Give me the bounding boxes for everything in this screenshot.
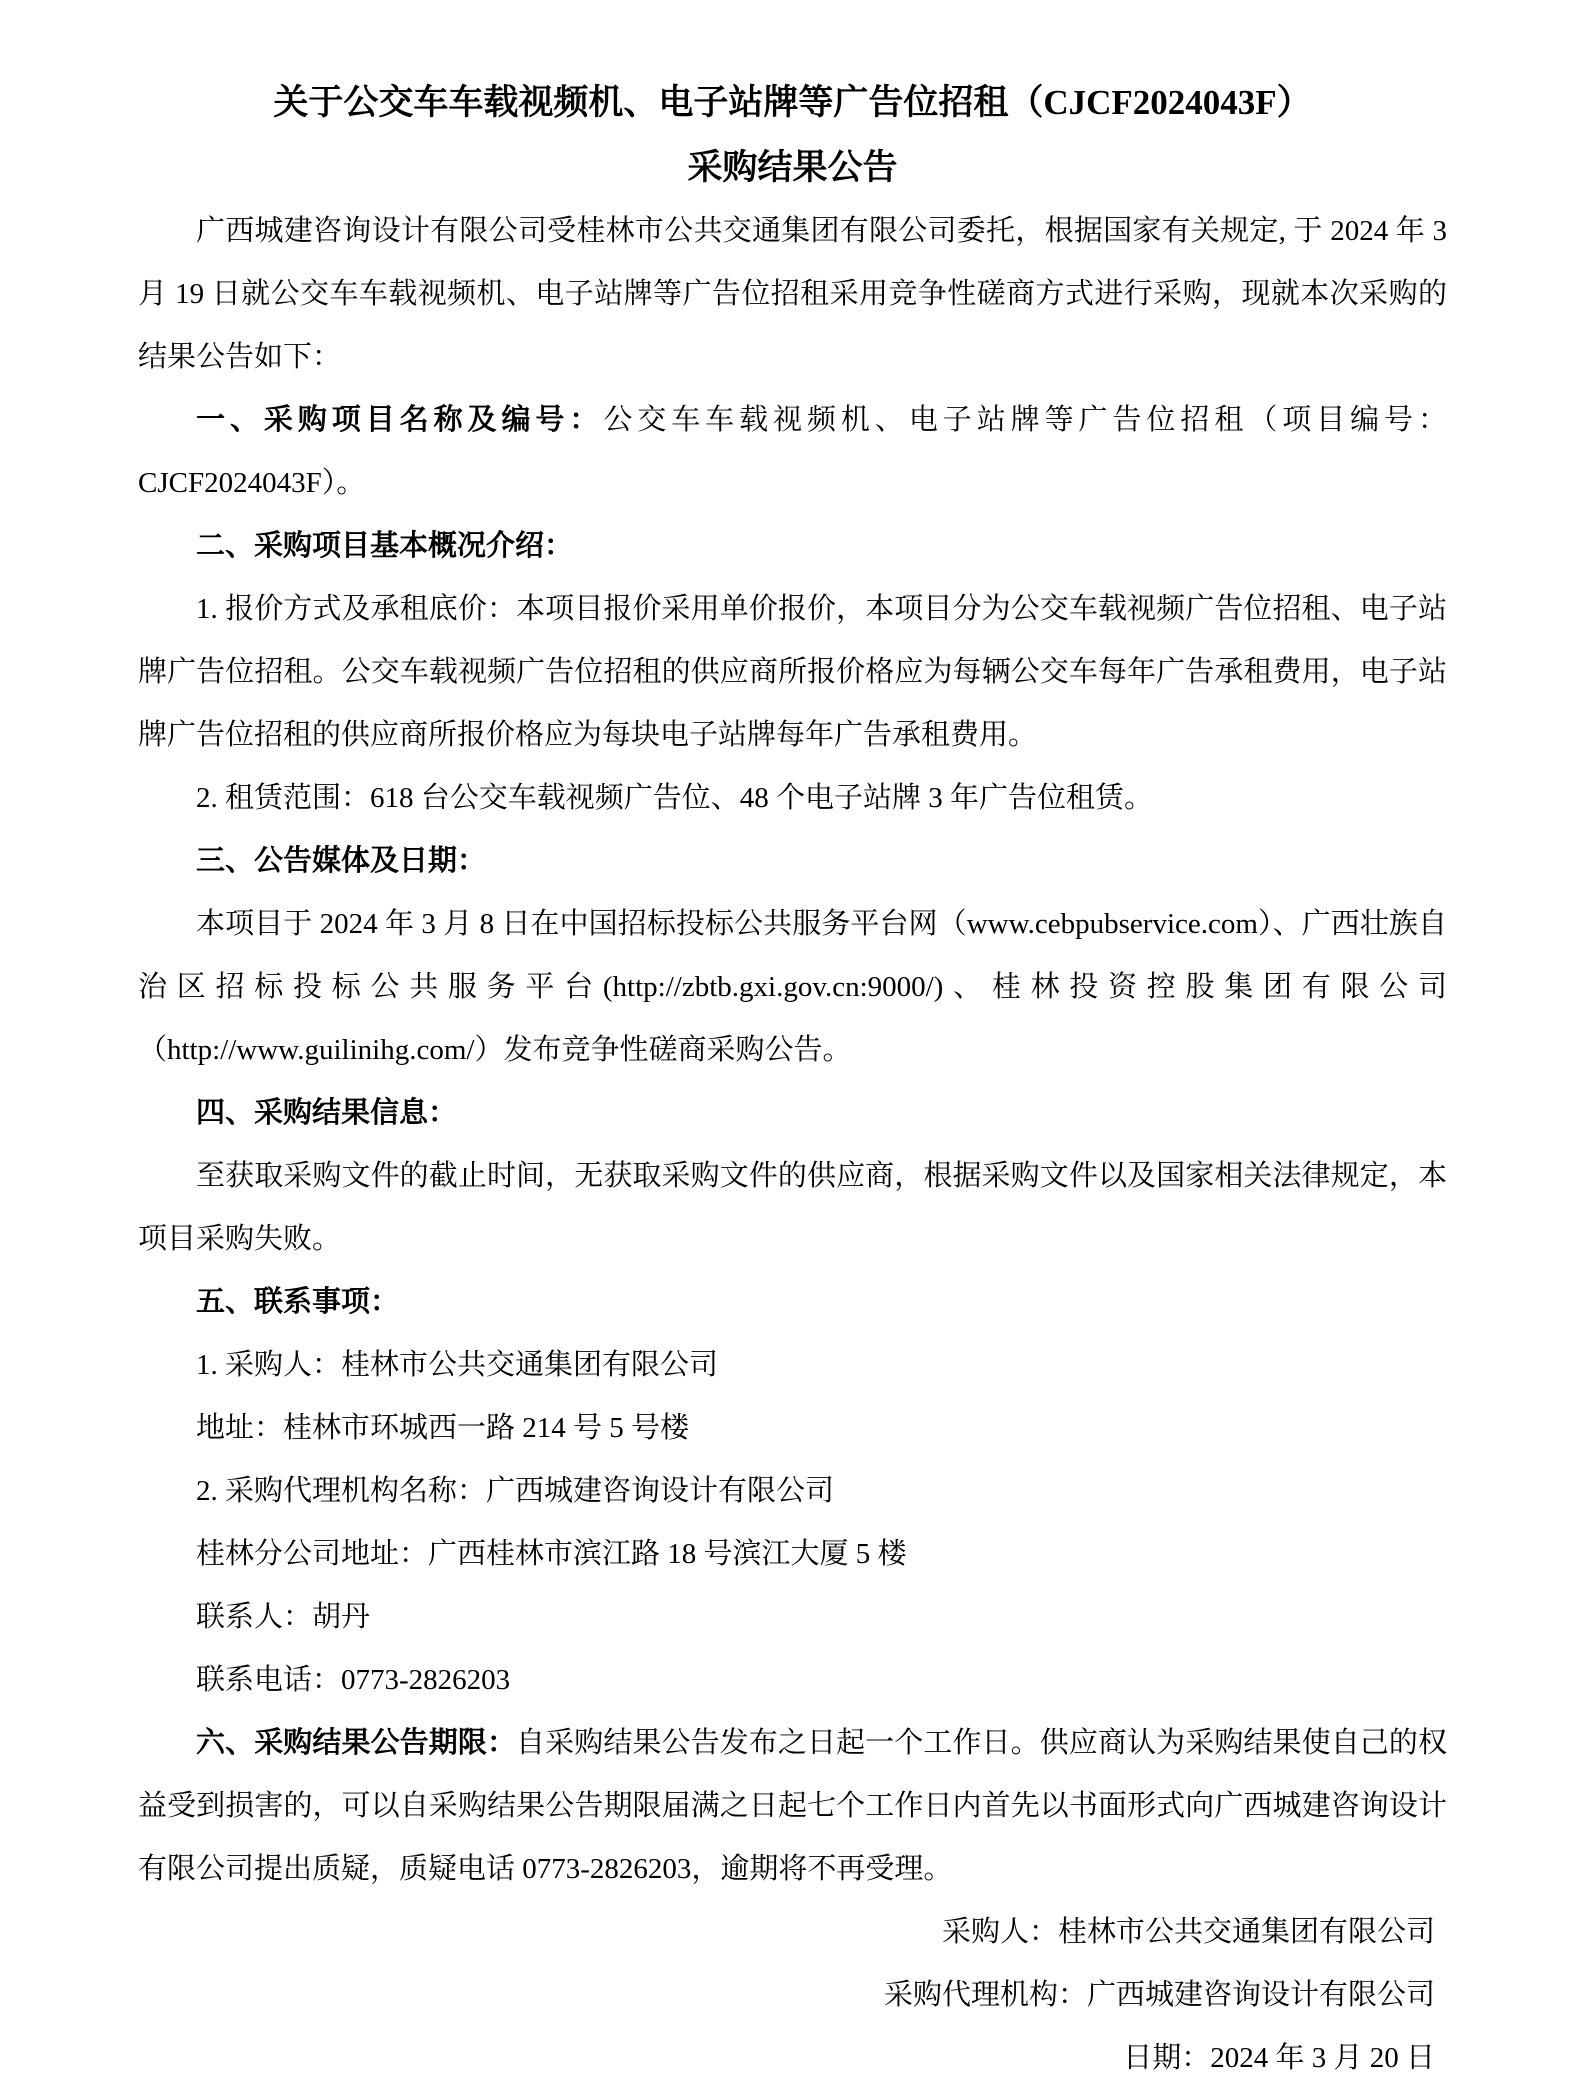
- contact-phone-line: 联系电话：0773-2826203: [196, 1664, 511, 1696]
- section-6-label: 六、采购结果公告期限：: [196, 1727, 517, 1759]
- section-5-heading: 五、联系事项：: [196, 1286, 400, 1318]
- document-subtitle: 采购结果公告: [687, 148, 898, 187]
- signature-date: 日期：2024 年 3 月 20 日: [1123, 2042, 1435, 2074]
- section-6-text: 自采购结果公告发布之日起一个工作日。供应商认为采购结果使自己的权益受到损害的，可以自采购结果公告期限届满之日起七个工作日内首先以书面形式向广西城建咨询设计有限公司提出质疑，质疑电话 0773-2826203，逾期将不再受理。: [138, 1727, 1447, 1885]
- section-1-paragraph: [138, 389, 1447, 515]
- contact-buyer-address-line: 地址：桂林市环城西一路 214 号 5 号楼: [196, 1412, 690, 1444]
- contact-person-line: 联系人：胡丹: [196, 1601, 371, 1633]
- section-4-heading: 四、采购结果信息：: [196, 1097, 458, 1129]
- section-1-label: 一、采购项目名称及编号：: [196, 404, 604, 436]
- document-title: 关于公交车车载视频机、电子站牌等广告位招租（CJCF2024043F）: [273, 83, 1312, 122]
- contact-agency-line: 2. 采购代理机构名称：广西城建咨询设计有限公司: [196, 1475, 835, 1507]
- section-3-text: 本项目于 2024 年 3 月 8 日在中国招标投标公共服务平台网（www.cebpubservice.com）、广西壮族自治区招标投标公共服务平台(http://zbtb.gxi.gov.cn:9000/)、桂林投资控股集团有限公司（http://www.guilinihg.com/）发布竞争性磋商采购公告。: [138, 908, 1447, 1066]
- contact-agency-address-line: 桂林分公司地址：广西桂林市滨江路 18 号滨江大厦 5 楼: [196, 1538, 907, 1570]
- contact-buyer-line: 1. 采购人：桂林市公共交通集团有限公司: [196, 1349, 719, 1381]
- section-3-heading: 三、公告媒体及日期：: [196, 845, 487, 877]
- section-2-heading: 二、采购项目基本概况介绍：: [196, 530, 574, 562]
- intro-paragraph: 广西城建咨询设计有限公司受桂林市公共交通集团有限公司委托，根据国家有关规定, 于 2024 年 3 月 19 日就公交车车载视频机、电子站牌等广告位招租采用竞争性磋商方式进行采购，现就本次采购的结果公告如下：: [138, 215, 1447, 373]
- signature-agency: 采购代理机构：广西城建咨询设计有限公司: [883, 1979, 1435, 2011]
- section-4-text: 至获取采购文件的截止时间，无获取采购文件的供应商，根据采购文件以及国家相关法律规定，本项目采购失败。: [138, 1160, 1447, 1255]
- section-2-item-1: 1. 报价方式及承租底价：本项目报价采用单价报价，本项目分为公交车载视频广告位招租、电子站牌广告位招租。公交车载视频广告位招租的供应商所报价格应为每辆公交车每年广告承租费用，电子站牌广告位招租的供应商所报价格应为每块电子站牌每年广告承租费用。: [138, 593, 1447, 751]
- section-6-paragraph: [138, 1712, 1447, 1901]
- signature-buyer: 采购人：桂林市公共交通集团有限公司: [941, 1916, 1435, 1948]
- section-2-item-2: 2. 租赁范围：618 台公交车载视频广告位、48 个电子站牌 3 年广告位租赁。: [196, 782, 1154, 814]
- section-1-text: 公交车车载视频机、电子站牌等广告位招租（项目编号：CJCF2024043F）。: [138, 404, 1447, 499]
